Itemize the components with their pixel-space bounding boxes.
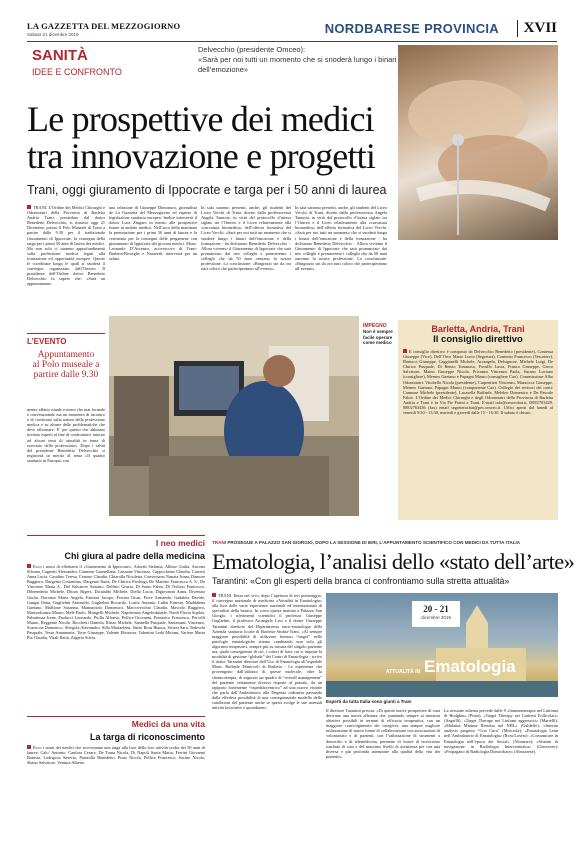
page-number: XVII — [517, 20, 557, 37]
article1-col3: In sala saranno presenti, anche, gli studenti del Liceo Vecchi di Trani, diretto dalla professoressa Angela Tannoia, in virtù del protocollo d’intesa siglato tra l’Omceo e il Liceo relativamente alla «curvatura biomedica» dell’offerta formativa del Liceo Vecchi. «Sarà per noi tutti un momento che si snoderà lungo i binari dell’emozione e della formazione - ha dichiarato Benedetto Delvecchio -. Allora vivremo il Giuramento di Ippocrate che sarà pronunciato dai neo colleghi e premieremo i colleghi che da 50 anni onorano la nostra professione. La conclusione: «Ringrazio sin da ora tutti coloro che parteciperanno all’evento». — [201, 205, 291, 272]
sanita-box — [27, 45, 187, 84]
banner-caption: Esperti da tutta Italia sono giunti a Trani — [326, 699, 412, 704]
vita-block — [27, 716, 205, 826]
council-title-1: Barletta, Andria, Trani — [431, 324, 525, 334]
vita-tag: Medici da una vita — [27, 716, 205, 729]
article1-col2: una relazione di Giuseppe Dimonaco, giornalista de La Gazzetta del Mezzogiorno ed esperto di legislazione sanitaria europea. Inoltre interverrà il dottor Luca Zingaro in merito alle prospettive future in ambito medico. Nell’arco della mattinata la premiazione per i primi 50 anni di laurea e la cerimonia per la consegna delle pergamene con giuramento di Ippocrate dei giovani medici. Mons. Leonardo D’Ascenzo, arcivescovo di Trani-Barletta-Bisceglie e Nazareth, interverrà per un saluto. — [109, 205, 197, 261]
section-sublabel: IDEE E CONFRONTO — [32, 67, 122, 77]
bullet-square — [27, 205, 31, 209]
article2-subhead: Tarantini: «Con gli esperti della branca ci confrontiamo sulla stretta attualità» — [212, 576, 510, 586]
evento-label: L’EVENTO — [27, 337, 67, 346]
council-text: Il consiglio direttivo è composto da Delvecchio Benedetto (presidente), Contessa Giuseppe (Vice), Dell’Orco Mario Lucio (Segretari), Contento Francesco (Tesoriere), Bartucci Giuseppe, Caggianelli Michele, Arcangelo, Delsignore, Michele Luigi, De Chirico Pasquale, Di Renzo Tommaso, Favullo Lucia, Franco Giuseppe, Greco Salvatore, Maino Giuseppe Nicola, Pricanza Vincenza Paola, Surano Luciano (consigliere), Memeo Gaetano e Papagni Mauro (consigliere Cao). Commissione Albo Odontoiatri: Vitobello Nicola (presidente), Carpentieri Vincenzo, Mazzocca Giuseppe, Memeo Gaetano, Papagni Mauro (componente Cao). Collegio dei revisori dei conti: Cannone Michele (presidente), Lacasella Raffaele, Meleleo Domenico e De Pascale Fabio. L’Ordine dei Medici Chirurghi e degli Odontoiatri della Provincia di Barletta Andria e Trani è in Via Pie Parini a Trani. E-mail info@omceobat.it, 0883/703429, 0883/763436 (fax) email segreteria.bat@pec.omceo.it. Uffici aperti dal lunedì al venerdì 9:30 - 13:30, martedì e giovedì dalle 15 - 16:30. Il sabato è chiuso. — [403, 349, 553, 416]
banner-attualita: ATTUALITÀ IN — [386, 669, 421, 675]
evento-line-2: al Polo museale a — [32, 360, 100, 370]
main-headline — [27, 101, 427, 175]
section-label: SANITÀ — [32, 47, 88, 64]
article1-col1-rest: niente affatto rituale e meno che mai formale e convenzionale ma un momento di incontro e di confronto sulla natura della professione medica e su alcune delle problematiche che deve affrontare. E’ per questo che abbiamo invitato esperti al fine di confrontarci intorno ad alcuni temi di attualità in tema di esercizio della professione». Dopo i saluti del presidente Benedetto Delvecchio si registrerà in merito al tema «Il quadro sanitario in Europa» con — [27, 407, 105, 463]
article1-col1: TRANI. L’Ordine dei Medici Chirurghi e Odontoiatri della Provincia di Barletta Andria Trani, presieduto dal dottor Benedetto Delvecchio, si riunisce oggi 21 Dicembre, presso il Polo Museale di Trani a partire dalle 9.30 per il tradizionale Giuramento di Ippocrate, la consegna della targa per i primi 50 anni di laurea dei medici. Ma non solo ci saranno approfondimenti sulla professione medica legati alla formazione ed opportunità europee. Queste le coordinate lungo le quali si snoderà il convegno organizzato dall’Omceo. Il presidente dell’Ordine dottor Benedetto Delvecchio fa sapere che: «Sarà un appuntamento — [27, 205, 105, 287]
council-box — [398, 320, 558, 520]
article2-col1: TRANI. Entra nel vivo, dopo l’apertura di ieri pomeriggio, il convegno nazionale di medicina «Attualità in Ematologia» alla luce delle varie esperienze nazionali ed internazionali di specialisti della branca. In corso questa mattina a Palazzo San Giorgio, i riferimenti scientifici il professor Giuseppe Guglielmi, il professor Arcangelo Liso e il dottor Giuseppe Tarantini direttore del Dipartimento onco-ematologia della Azienda sanitaria locale di Barletta-Andria-Trani. «Al sempre maggiore possibilità di utilizzare farmaci “target” nelle patologie ematologiche stiamo cambiando non solo gli algoritmi terapeutici, sempre più su misura del singolo paziente ma, quale conseguenza di ciò, i criteri di base cui si impone la modalità di gestione “globale” dei Centri di Ematologia - scrive il dottor Tarantini direttore dell’Uoc di Ematologia all’ospedale Mons. Raffaele Dimiccoli di Barletta - Le esperienze che provengono dall’utilizzo di queste molecole, oltre la chemioterapia, di seguono un quadro di “overall management” del paziente certamente diverso rispetto al passato, da un rapporto fortemente “ospedalocentrico” ad una nuova visione che parla dall’Ambulatorio alla Degenza ordinaria passando dalla effettiva possibilità di una conseguenziale modello delle condizioni del paziente anche se questi svolge le sue normali attività lavorative e quotidiane». — [212, 593, 322, 711]
article2-kicker-tag: TRANI — [212, 540, 227, 545]
article2-col2: Il direttore Tarantini precisa: «Di queste nuove prospettive di cura derivano una nuova alleanza che, puntando sempre ai massimi obiettivi possibili in termini di efficacia terapeutica, con un maggiore coinvolgimento dei caregiver, una sempre migliore utilizzazione di nuove forme di collaborazione con associazioni di volontariato e di pazienti, con l’utilizzazione di strumenti a domicilio e di telemedicina, permette di fronte di tecnicismo risultato di cura e del massimo livello di assistenza per con una diversa e più profonda attenzione alla qualità della vita dei pazienti». — [326, 708, 440, 759]
section-name: NORDBARESE PROVINCIA — [324, 21, 499, 36]
article2-col3: La sessione odierna prevede dalle 9 «Immunoterapia nel Linfoma di Hodgkin» (Pinto), «Target Therapy nei Linfomi Follicolari» (Angrilli), «Target Therapy nei Linfomi aggressivi» (Martelli); «Malattia Minima Residua nel NHL» (Galdeffe): «Interim analysis progetto “Con Cura” (Morciola); «Ematologia Lean nell’Ambulatorio di Ematologia» (Ross/Loseto): «Comunicare in Ematologia nell’epoca dei Social» (Altomare); «Sistemi di navigazione in Radiologia Interventistica» (Genovese); «Propagatto di Radiologia Domiciliare» (Abruzzese). — [444, 708, 558, 754]
article2-headline: Ematologia, l’analisi dello «stato dell’arte» — [212, 549, 575, 574]
newspaper-name: LA GAZZETTA DEL MEZZOGIORNO — [27, 21, 181, 31]
neomedici-tag: I neo medici — [27, 535, 205, 548]
masthead-rule — [27, 41, 557, 42]
evento-line-3: partire dalle 9.30 — [33, 370, 99, 380]
neomedici-block — [27, 535, 205, 705]
vita-text: Ecco i nomi dei medici che riceveranno una targa alla luce della loro attività svolta dei 50 anni di laurea: Calo’ Antonio, Canfora Cesare, De Toma Nicola, Di Napoli Sonia Maria, Ferrini Giovanni Battista, Lodispoto Saverio, Piazzolla Benedetto, Pinto Nicola, Pollice Francesco, Sacino Nicola, Sbano Salvatore, Ventura Alberto. — [27, 745, 205, 766]
lab-illustration — [109, 316, 359, 516]
evento-box — [27, 333, 105, 405]
quote-author: Delvecchio (presidente Omceo): — [198, 45, 306, 54]
ematologia-banner — [326, 593, 558, 697]
banner-date-box — [412, 601, 460, 627]
quote-box — [198, 45, 398, 85]
headline-line-2: tra innovazione e progetti — [27, 136, 376, 176]
neomedici-title: Chi giura al padre della medicina — [64, 551, 205, 561]
quote-text: «Sarà per noi tutti un momento che si snoderà lungo i binari dell’emozione» — [198, 55, 397, 74]
photo-caption — [363, 323, 393, 346]
banner-days: 20 - 21 — [423, 604, 449, 614]
banner-title: Ematologia — [424, 657, 516, 676]
council-title-2: Il consiglio direttivo — [433, 334, 523, 345]
neomedici-text: Ecco i nomi di effettuerà il «Giuramento di Ippocrate»: Adorati Stefania, Albino Giulia, Ancona Silvana, Cagnetti Alessandro, Cannone Graziellana, Cannone Vincenzo, Cappochione Claudia, Carretti Anna Lucia, Casalino Teresa, Centaro Claudia, Chiarolla Nicoletta, Conversano Nunzia Ivana, Damore Ruggiero, Dargenio Costantino, Dargenio Ilaria, De Chirico Pierluigi, De Martino Francesco A. S., De Vincenzo Maria A., Del Salvatore Antonio, Delfino Grazia, Di Santo Fabio, Di Terlizzi Francesco, Dibenedetto Michele, Ditoro Rigers, Dicataldo Michele, Diella Lucia, Digiovanni Anna, Divenuto Giulia, Doronzo Maria Angela, Fanizza Jacopo, Ferrara Giusi, Fiore Armando, Gadaleta Davide, Gangai Ilaria, Guglielmi Antonella, Guglielmi Riccardo, Losito Antonio, Lullai Ernesto, Maddalena Gaetano, Maffione Susanna, Mannatrizio Domenico, Marcovecchio Claudia, Mascolo Ruggiero, Mastrodonato Mauro, Mele Paolo, Mongelli Michele, Napoletano Angelodaniele, Nardi Flavia Sophia, Palmitessa Irene, Paolucci Leonardo, Piolla Alfonso, Pollice Giovanni, Pomarico Francesca, Porcelli Mauro, Reggente Nicola, Rocchetti Daniela, Russo Michele, Sannella Pasquale, Santeramo Vincenzo, Scaraccia Domenico, Sfregola Alessandro, Silla Mariaelena, Sinisi Rosa Bianca, Sirresi Sara, Tedeschi Pasquale, Tesse Annamaria, Torre Giuseppe, Valente Eleonora, Valentini Leda Miriam, Varlese Maria Pia Claudia, Vitali Ilaria, Zagaria Silvia. — [27, 564, 205, 641]
headline-subhead: Trani, oggi giuramento di Ippocrate e targa per i 50 anni di laurea — [27, 183, 387, 197]
caption-tag: IMPEGNO — [363, 323, 387, 329]
article2-kicker-text: PROSEGUE A PALAZZO SAN GIORGIO, DOPO LA SESSIONE DI IERI, L’APPUNTAMENTO SCIENTIFICO CON MEDICI DA TUTTA ITALIA — [227, 540, 521, 545]
masthead — [27, 20, 557, 42]
evento-line-1: Appuntamento — [37, 350, 95, 360]
article2-kicker — [212, 540, 558, 546]
lab-photo — [109, 316, 359, 516]
issue-date: Sabato 21 dicembre 2019 — [27, 32, 79, 37]
article1-col4: In sala saranno presenti, anche, gli studenti del Liceo Vecchi di Trani, diretto dalla professoressa Angela Tannoia, in virtù del protocollo d’intesa siglato tra l’Omceo e il Liceo relativamente alla «curvatura biomedica» dell’offerta formativa del Liceo Vecchi. «Sarà per noi tutti un momento che si snoderà lungo i binari dell’emozione e della formazione - ha dichiarato Benedetto Delvecchio -. Allora vivremo il Giuramento di Ippocrate che sarà pronunciato dai neo colleghi e premieremo i colleghi che da 50 anni onorano la nostra professione. La conclusione: «Ringrazio sin da ora tutti coloro che parteciperanno all’evento». — [295, 205, 387, 272]
vita-title: La targa di riconoscimento — [89, 732, 205, 742]
banner-month: dicembre 2019 — [421, 615, 451, 620]
headline-line-1: Le prospettive dei medici — [27, 99, 374, 139]
caption-text: Non è sempre facile operare come medico — [363, 329, 393, 345]
